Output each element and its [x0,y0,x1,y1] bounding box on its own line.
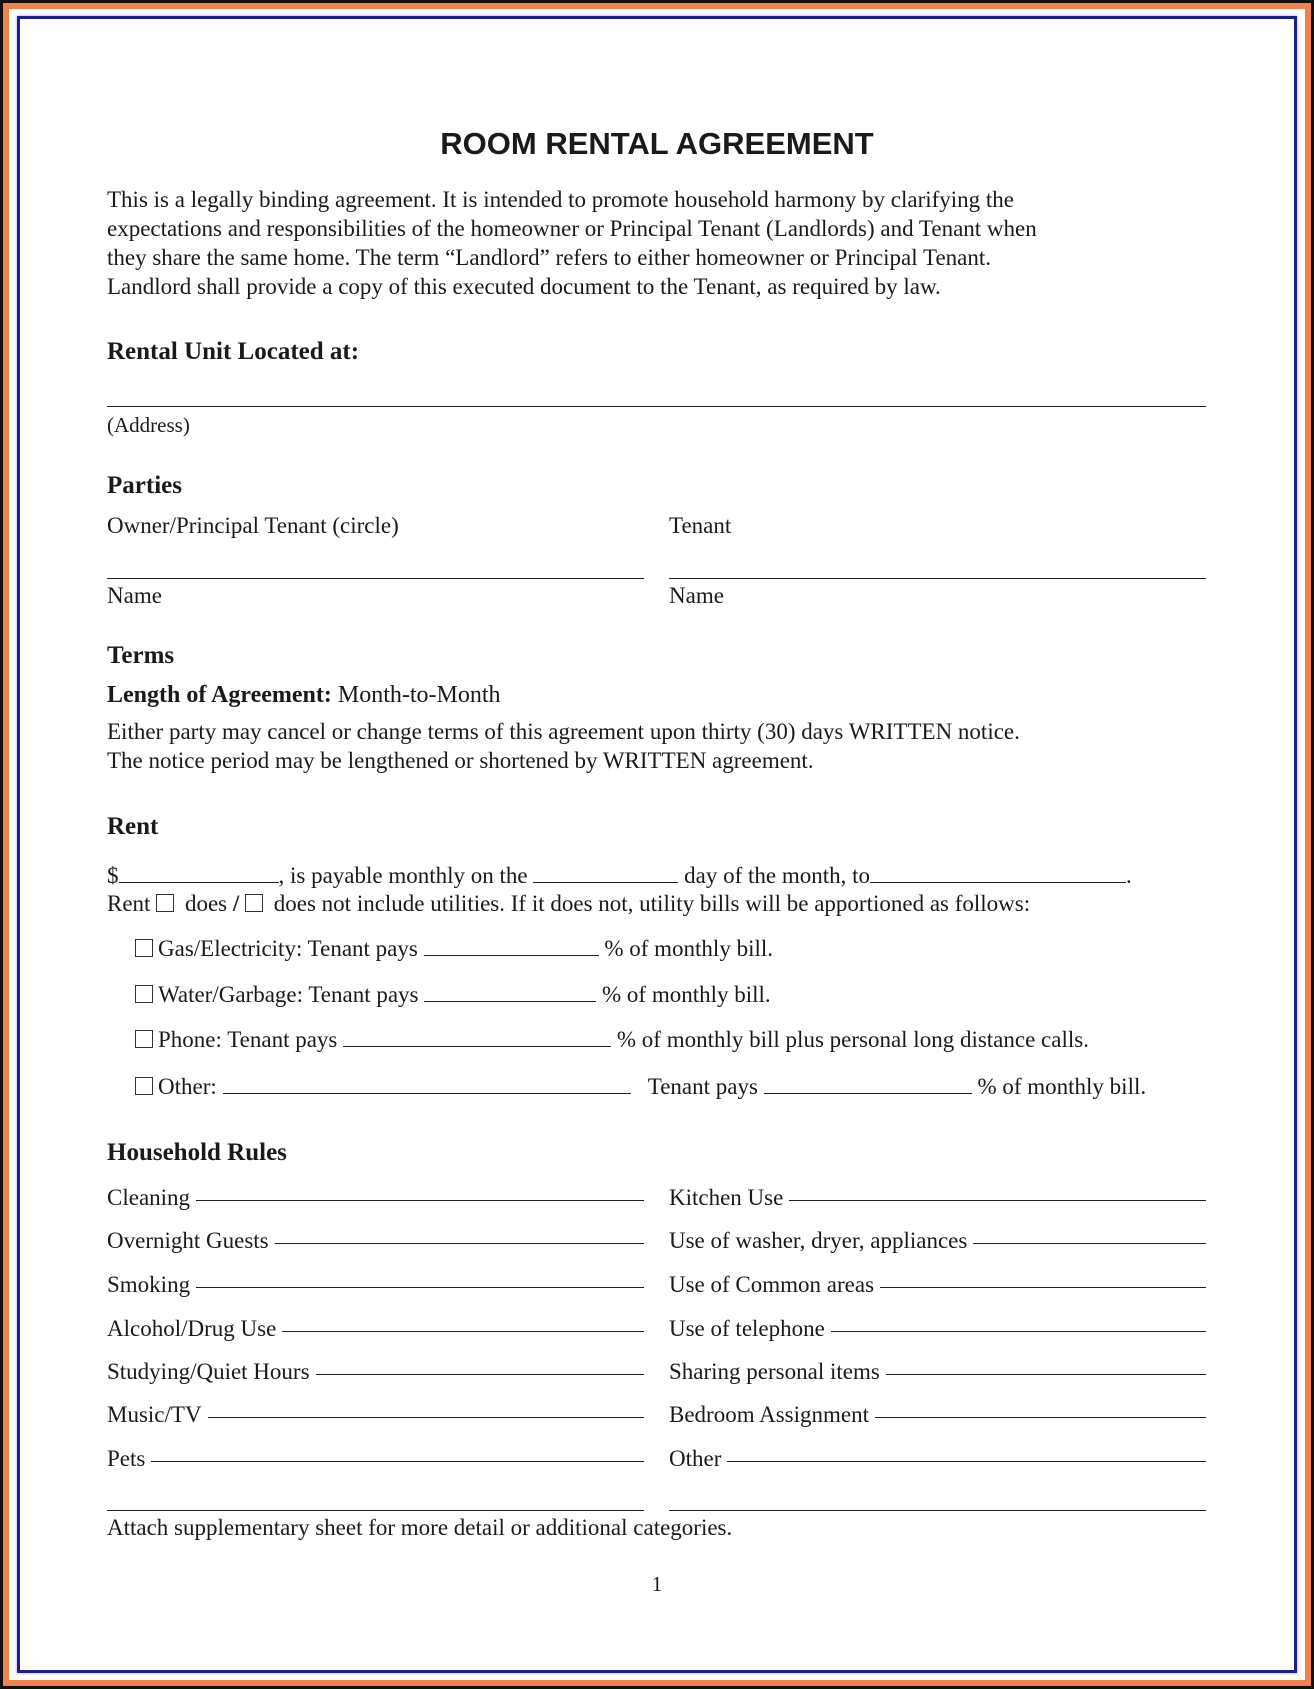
utility-water [135,981,771,1009]
does-not-text: does not include utilities. If it does not, utility bills will be apportioned as follows: [268,891,1031,916]
household-rule-field[interactable] [789,1200,1206,1201]
household-rule-label: Overnight Guests [107,1228,269,1253]
household-rule-field[interactable] [196,1200,644,1201]
intro-line: Landlord shall provide a copy of this executed document to the Tenant, as required by law. [107,274,941,299]
owner-name-label: Name [107,583,162,608]
page-number: 1 [651,1572,663,1596]
household-rule-label: Sharing personal items [669,1359,880,1384]
intro-line: This is a legally binding agreement. It is intended to promote household harmony by clarifying the [107,187,1015,212]
household-rule-label: Smoking [107,1272,191,1297]
terms-heading: Terms [107,642,175,669]
gas-label: Gas/Electricity: Tenant pays [158,936,418,961]
household-rule-row [107,1315,644,1343]
household-rule-field[interactable] [316,1374,644,1375]
does-include-checkbox[interactable] [156,894,174,912]
intro-line: expectations and responsibilities of the homeowner or Principal Tenant (Landlords) and Tenant when [107,216,1037,241]
intro-line: they share the same home. The term “Landlord” refers to either homeowner or Principal Tenant. [107,245,991,270]
rent-amount-line [107,862,1132,890]
household-rule-field[interactable] [208,1417,644,1418]
household-rule-field[interactable] [875,1417,1206,1418]
household-rule-field[interactable] [196,1287,644,1288]
household-rule-row [669,1184,1206,1212]
address-label: (Address) [107,413,190,437]
does-text: does [179,891,233,916]
household-rule-field[interactable] [282,1331,644,1332]
household-rule-label: Use of Common areas [669,1272,875,1297]
length-value: Month-to-Month [331,682,501,708]
other-suffix: % of monthly bill. [977,1074,1147,1099]
rental-unit-heading: Rental Unit Located at: [107,338,360,365]
household-rule-label: Studying/Quiet Hours [107,1359,310,1384]
household-rule-label: Kitchen Use [669,1185,784,1210]
phone-suffix: % of monthly bill plus personal long distance calls. [616,1027,1089,1052]
tenant-label: Tenant [669,513,732,538]
household-rules-heading: Household Rules [107,1139,287,1166]
household-rule-field[interactable] [973,1243,1206,1244]
utility-phone [135,1026,1089,1054]
household-rule-label: Bedroom Assignment [669,1402,869,1427]
gas-checkbox[interactable] [135,939,153,957]
slash: / [232,891,240,916]
other-tenant-pays: Tenant pays [647,1074,758,1099]
supplementary-note: Attach supplementary sheet for more detail or additional categories. [107,1515,733,1540]
length-label: Length of Agreement: [107,682,332,708]
period: . [1126,863,1132,888]
household-rule-row [107,1184,644,1212]
household-rule-row [669,1271,1206,1299]
other-percent-field[interactable] [764,1075,972,1094]
household-rule-row [669,1358,1206,1386]
address-field-line[interactable] [107,406,1206,407]
household-rule-row [669,1401,1206,1429]
household-rule-row [669,1315,1206,1343]
gas-suffix: % of monthly bill. [604,936,773,961]
water-percent-field[interactable] [424,983,596,1002]
household-rule-label: Music/TV [107,1402,202,1427]
dollar-sign: $ [107,863,119,888]
household-rule-label: Pets [107,1446,146,1471]
household-rule-label: Alcohol/Drug Use [107,1316,277,1341]
water-label: Water/Garbage: Tenant pays [158,982,419,1007]
other-utility-field[interactable] [223,1075,631,1094]
household-rule-label: Use of washer, dryer, appliances [669,1228,968,1253]
length-of-agreement [107,681,501,709]
other-checkbox[interactable] [135,1077,153,1095]
owner-name-line[interactable] [107,578,644,579]
phone-checkbox[interactable] [135,1030,153,1048]
extra-rule-line-right[interactable] [669,1510,1206,1511]
utilities-included-line [107,890,1030,918]
water-checkbox[interactable] [135,985,153,1003]
other-label: Other: [158,1074,217,1099]
phone-label: Phone: Tenant pays [158,1027,338,1052]
parties-heading: Parties [107,472,182,499]
rent-amount-field[interactable] [119,864,279,883]
household-rule-field[interactable] [886,1374,1206,1375]
household-rule-row [107,1401,644,1429]
tenant-name-line[interactable] [669,578,1206,579]
phone-percent-field[interactable] [343,1028,611,1047]
terms-line: The notice period may be lengthened or shortened by WRITTEN agreement. [107,748,814,773]
household-rule-row [107,1227,644,1255]
gas-percent-field[interactable] [424,937,599,956]
household-rule-row [669,1227,1206,1255]
household-rule-row [107,1445,644,1473]
household-rule-row [107,1358,644,1386]
tenant-name-label: Name [669,583,724,608]
rent-word: Rent [107,891,157,916]
household-rule-field[interactable] [880,1287,1206,1288]
household-rule-field[interactable] [831,1331,1206,1332]
household-rule-row [669,1445,1206,1473]
household-rule-row [107,1271,644,1299]
document-title: ROOM RENTAL AGREEMENT [440,126,874,161]
household-rule-field[interactable] [151,1461,644,1462]
water-suffix: % of monthly bill. [602,982,771,1007]
household-rule-label: Use of telephone [669,1316,825,1341]
day-text: day of the month, to [678,863,871,888]
household-rule-label: Cleaning [107,1185,191,1210]
household-rule-field[interactable] [275,1243,644,1244]
owner-label: Owner/Principal Tenant (circle) [107,513,399,538]
utility-gas [135,935,773,963]
terms-line: Either party may cancel or change terms of this agreement upon thirty (30) days WRITTEN notice. [107,719,1020,744]
does-not-include-checkbox[interactable] [245,894,263,912]
rent-payee-field[interactable] [870,864,1126,883]
utility-other [135,1073,1146,1101]
rent-day-field[interactable] [533,864,678,883]
extra-rule-line-left[interactable] [107,1510,644,1511]
payable-text: , is payable monthly on the [278,863,534,888]
household-rule-field[interactable] [727,1461,1206,1462]
household-rule-label: Other [669,1446,722,1471]
rent-heading: Rent [107,813,159,840]
